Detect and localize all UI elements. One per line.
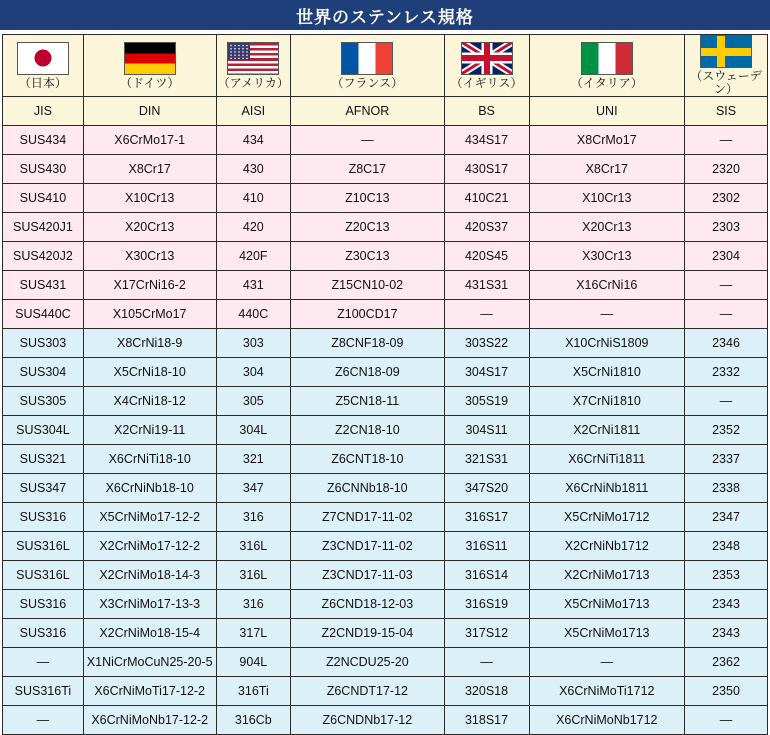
cell-din: X2CrNi19-11 — [83, 416, 216, 445]
cell-uni: X2CrNiMo1713 — [529, 561, 684, 590]
table-row — [3, 184, 768, 213]
standard-header-row — [3, 97, 768, 126]
cell-jis: SUS316Ti — [3, 677, 84, 706]
country-cell-france — [291, 35, 444, 97]
cell-din: X8CrNi18-9 — [83, 329, 216, 358]
cell-aisi: 316L — [216, 532, 291, 561]
cell-afnor: — — [291, 126, 444, 155]
country-cell-usa — [216, 35, 291, 97]
table-row — [3, 648, 768, 677]
cell-uni: X2CrNi1811 — [529, 416, 684, 445]
cell-afnor: Z6CN18-09 — [291, 358, 444, 387]
cell-sis: — — [685, 387, 768, 416]
cell-afnor: Z2CND19-15-04 — [291, 619, 444, 648]
cell-sis: — — [685, 126, 768, 155]
cell-jis: SUS316 — [3, 619, 84, 648]
cell-uni: X5CrNiMo1713 — [529, 590, 684, 619]
country-label-usa: （アメリカ） — [217, 75, 289, 90]
cell-jis: SUS303 — [3, 329, 84, 358]
cell-afnor: Z6CND18-12-03 — [291, 590, 444, 619]
cell-afnor: Z2NCDU25-20 — [291, 648, 444, 677]
cell-jis: SUS420J1 — [3, 213, 84, 242]
cell-jis: SUS430 — [3, 155, 84, 184]
cell-sis: 2303 — [685, 213, 768, 242]
cell-jis: SUS316 — [3, 590, 84, 619]
table-row — [3, 387, 768, 416]
cell-uni: X16CrNi16 — [529, 271, 684, 300]
cell-uni: X8Cr17 — [529, 155, 684, 184]
table-row — [3, 242, 768, 271]
cell-uni: X10Cr13 — [529, 184, 684, 213]
cell-din: X5CrNi18-10 — [83, 358, 216, 387]
country-cell-uk — [444, 35, 529, 97]
cell-aisi: 303 — [216, 329, 291, 358]
cell-aisi: 317L — [216, 619, 291, 648]
standard-name-sis: SIS — [685, 97, 768, 126]
cell-din: X1NiCrMoCuN25-20-5 — [83, 648, 216, 677]
cell-aisi: 316 — [216, 590, 291, 619]
cell-jis: SUS304 — [3, 358, 84, 387]
cell-sis: 2343 — [685, 619, 768, 648]
cell-jis: SUS440C — [3, 300, 84, 329]
country-cell-italy — [529, 35, 684, 97]
cell-bs: 317S12 — [444, 619, 529, 648]
cell-sis: — — [685, 300, 768, 329]
cell-din: X30Cr13 — [83, 242, 216, 271]
country-cell-germany — [83, 35, 216, 97]
standard-name-aisi: AISI — [216, 97, 291, 126]
flag-japan-icon — [17, 42, 69, 75]
cell-aisi: 904L — [216, 648, 291, 677]
standard-name-din: DIN — [83, 97, 216, 126]
cell-bs: 304S11 — [444, 416, 529, 445]
cell-aisi: 316Ti — [216, 677, 291, 706]
cell-afnor: Z5CN18-11 — [291, 387, 444, 416]
cell-din: X6CrNiNb18-10 — [83, 474, 216, 503]
flag-usa-icon — [227, 42, 279, 75]
cell-afnor: Z15CN10-02 — [291, 271, 444, 300]
cell-bs: 347S20 — [444, 474, 529, 503]
cell-sis: 2347 — [685, 503, 768, 532]
flag-uk-icon — [461, 42, 513, 75]
standard-name-afnor: AFNOR — [291, 97, 444, 126]
cell-bs: 430S17 — [444, 155, 529, 184]
cell-aisi: 440C — [216, 300, 291, 329]
cell-aisi: 410 — [216, 184, 291, 213]
cell-afnor: Z30C13 — [291, 242, 444, 271]
cell-uni: X5CrNi1810 — [529, 358, 684, 387]
cell-sis: 2352 — [685, 416, 768, 445]
cell-aisi: 420F — [216, 242, 291, 271]
cell-din: X6CrMo17-1 — [83, 126, 216, 155]
cell-uni: — — [529, 648, 684, 677]
standard-name-bs: BS — [444, 97, 529, 126]
cell-din: X20Cr13 — [83, 213, 216, 242]
table-row — [3, 706, 768, 735]
table-row — [3, 532, 768, 561]
cell-bs: 305S19 — [444, 387, 529, 416]
cell-uni: X30Cr13 — [529, 242, 684, 271]
table-row — [3, 126, 768, 155]
cell-sis: 2353 — [685, 561, 768, 590]
table-row — [3, 619, 768, 648]
cell-sis: 2362 — [685, 648, 768, 677]
cell-uni: X5CrNiMo1712 — [529, 503, 684, 532]
standard-name-uni: UNI — [529, 97, 684, 126]
cell-bs: 318S17 — [444, 706, 529, 735]
country-label-italy: （イタリア） — [570, 75, 643, 90]
cell-din: X10Cr13 — [83, 184, 216, 213]
cell-din: X2CrNiMo18-15-4 — [83, 619, 216, 648]
cell-uni: X5CrNiMo1713 — [529, 619, 684, 648]
cell-uni: X10CrNiS1809 — [529, 329, 684, 358]
cell-bs: 420S37 — [444, 213, 529, 242]
cell-sis: — — [685, 271, 768, 300]
cell-uni: X6CrNiTi1811 — [529, 445, 684, 474]
cell-bs: 410C21 — [444, 184, 529, 213]
cell-jis: SUS431 — [3, 271, 84, 300]
table-row — [3, 503, 768, 532]
cell-sis: — — [685, 706, 768, 735]
flag-sweden-icon — [700, 35, 752, 68]
cell-uni: X8CrMo17 — [529, 126, 684, 155]
cell-jis: — — [3, 648, 84, 677]
cell-afnor: Z8CNF18-09 — [291, 329, 444, 358]
cell-bs: — — [444, 300, 529, 329]
cell-din: X4CrNi18-12 — [83, 387, 216, 416]
cell-jis: SUS304L — [3, 416, 84, 445]
cell-din: X105CrMo17 — [83, 300, 216, 329]
cell-afnor: Z3CND17-11-03 — [291, 561, 444, 590]
cell-jis: SUS316L — [3, 532, 84, 561]
cell-afnor: Z20C13 — [291, 213, 444, 242]
cell-bs: 304S17 — [444, 358, 529, 387]
cell-aisi: 434 — [216, 126, 291, 155]
flag-italy-icon — [581, 42, 633, 75]
table-row — [3, 271, 768, 300]
cell-aisi: 347 — [216, 474, 291, 503]
cell-sis: 2337 — [685, 445, 768, 474]
cell-afnor: Z6CNT18-10 — [291, 445, 444, 474]
cell-jis: SUS347 — [3, 474, 84, 503]
country-label-japan: （日本） — [18, 75, 67, 90]
cell-din: X2CrNiMo17-12-2 — [83, 532, 216, 561]
cell-aisi: 304 — [216, 358, 291, 387]
cell-sis: 2320 — [685, 155, 768, 184]
table-row — [3, 300, 768, 329]
table-row — [3, 213, 768, 242]
cell-aisi: 420 — [216, 213, 291, 242]
cell-aisi: 431 — [216, 271, 291, 300]
table-row — [3, 561, 768, 590]
cell-afnor: Z8C17 — [291, 155, 444, 184]
cell-jis: SUS420J2 — [3, 242, 84, 271]
cell-uni: X6CrNiMoTi1712 — [529, 677, 684, 706]
cell-bs: 321S31 — [444, 445, 529, 474]
country-cell-sweden — [685, 35, 768, 97]
cell-bs: 431S31 — [444, 271, 529, 300]
standard-name-jis: JIS — [3, 97, 84, 126]
cell-din: X8Cr17 — [83, 155, 216, 184]
country-label-germany: （ドイツ） — [119, 75, 180, 90]
cell-bs: 303S22 — [444, 329, 529, 358]
cell-sis: 2332 — [685, 358, 768, 387]
cell-jis: SUS316 — [3, 503, 84, 532]
cell-afnor: Z3CND17-11-02 — [291, 532, 444, 561]
cell-afnor: Z7CND17-11-02 — [291, 503, 444, 532]
cell-aisi: 316Cb — [216, 706, 291, 735]
table-row — [3, 445, 768, 474]
cell-sis: 2338 — [685, 474, 768, 503]
cell-sis: 2304 — [685, 242, 768, 271]
cell-jis: — — [3, 706, 84, 735]
cell-jis: SUS434 — [3, 126, 84, 155]
cell-sis: 2346 — [685, 329, 768, 358]
country-label-sweden: （スウェーデン） — [690, 69, 762, 96]
cell-din: X3CrNiMo17-13-3 — [83, 590, 216, 619]
table-row — [3, 474, 768, 503]
cell-afnor: Z10C13 — [291, 184, 444, 213]
table-row — [3, 155, 768, 184]
cell-uni: X20Cr13 — [529, 213, 684, 242]
cell-aisi: 316 — [216, 503, 291, 532]
cell-jis: SUS321 — [3, 445, 84, 474]
cell-jis: SUS305 — [3, 387, 84, 416]
cell-din: X6CrNiTi18-10 — [83, 445, 216, 474]
country-label-uk: （イギリス） — [450, 75, 523, 90]
cell-afnor: Z6CNNb18-10 — [291, 474, 444, 503]
cell-din: X6CrNiMoTi17-12-2 — [83, 677, 216, 706]
cell-din: X17CrNi16-2 — [83, 271, 216, 300]
cell-aisi: 316L — [216, 561, 291, 590]
cell-afnor: Z100CD17 — [291, 300, 444, 329]
table-row — [3, 590, 768, 619]
flag-header-row — [3, 35, 768, 97]
cell-sis: 2350 — [685, 677, 768, 706]
cell-din: X5CrNiMo17-12-2 — [83, 503, 216, 532]
table-row — [3, 329, 768, 358]
cell-jis: SUS410 — [3, 184, 84, 213]
page-title: 世界のステンレス規格 — [0, 0, 770, 30]
cell-bs: 316S14 — [444, 561, 529, 590]
cell-bs: 420S45 — [444, 242, 529, 271]
cell-bs: 316S17 — [444, 503, 529, 532]
stainless-standards-table — [2, 34, 768, 735]
flag-germany-icon — [124, 42, 176, 75]
cell-bs: 316S19 — [444, 590, 529, 619]
cell-afnor: Z6CNDNb17-12 — [291, 706, 444, 735]
cell-bs: 320S18 — [444, 677, 529, 706]
cell-bs: — — [444, 648, 529, 677]
flag-france-icon — [341, 42, 393, 75]
cell-din: X6CrNiMoNb17-12-2 — [83, 706, 216, 735]
cell-jis: SUS316L — [3, 561, 84, 590]
cell-sis: 2343 — [685, 590, 768, 619]
cell-bs: 434S17 — [444, 126, 529, 155]
cell-aisi: 321 — [216, 445, 291, 474]
country-cell-japan — [3, 35, 84, 97]
table-row — [3, 358, 768, 387]
cell-aisi: 305 — [216, 387, 291, 416]
cell-uni: X7CrNi1810 — [529, 387, 684, 416]
cell-aisi: 430 — [216, 155, 291, 184]
cell-uni: X6CrNiMoNb1712 — [529, 706, 684, 735]
table-row — [3, 416, 768, 445]
country-label-france: （フランス） — [331, 75, 404, 90]
cell-uni: X6CrNiNb1811 — [529, 474, 684, 503]
cell-uni: — — [529, 300, 684, 329]
cell-aisi: 304L — [216, 416, 291, 445]
table-row — [3, 677, 768, 706]
cell-afnor: Z6CNDT17-12 — [291, 677, 444, 706]
cell-bs: 316S11 — [444, 532, 529, 561]
cell-afnor: Z2CN18-10 — [291, 416, 444, 445]
cell-sis: 2302 — [685, 184, 768, 213]
cell-sis: 2348 — [685, 532, 768, 561]
cell-uni: X2CrNiNb1712 — [529, 532, 684, 561]
cell-din: X2CrNiMo18-14-3 — [83, 561, 216, 590]
